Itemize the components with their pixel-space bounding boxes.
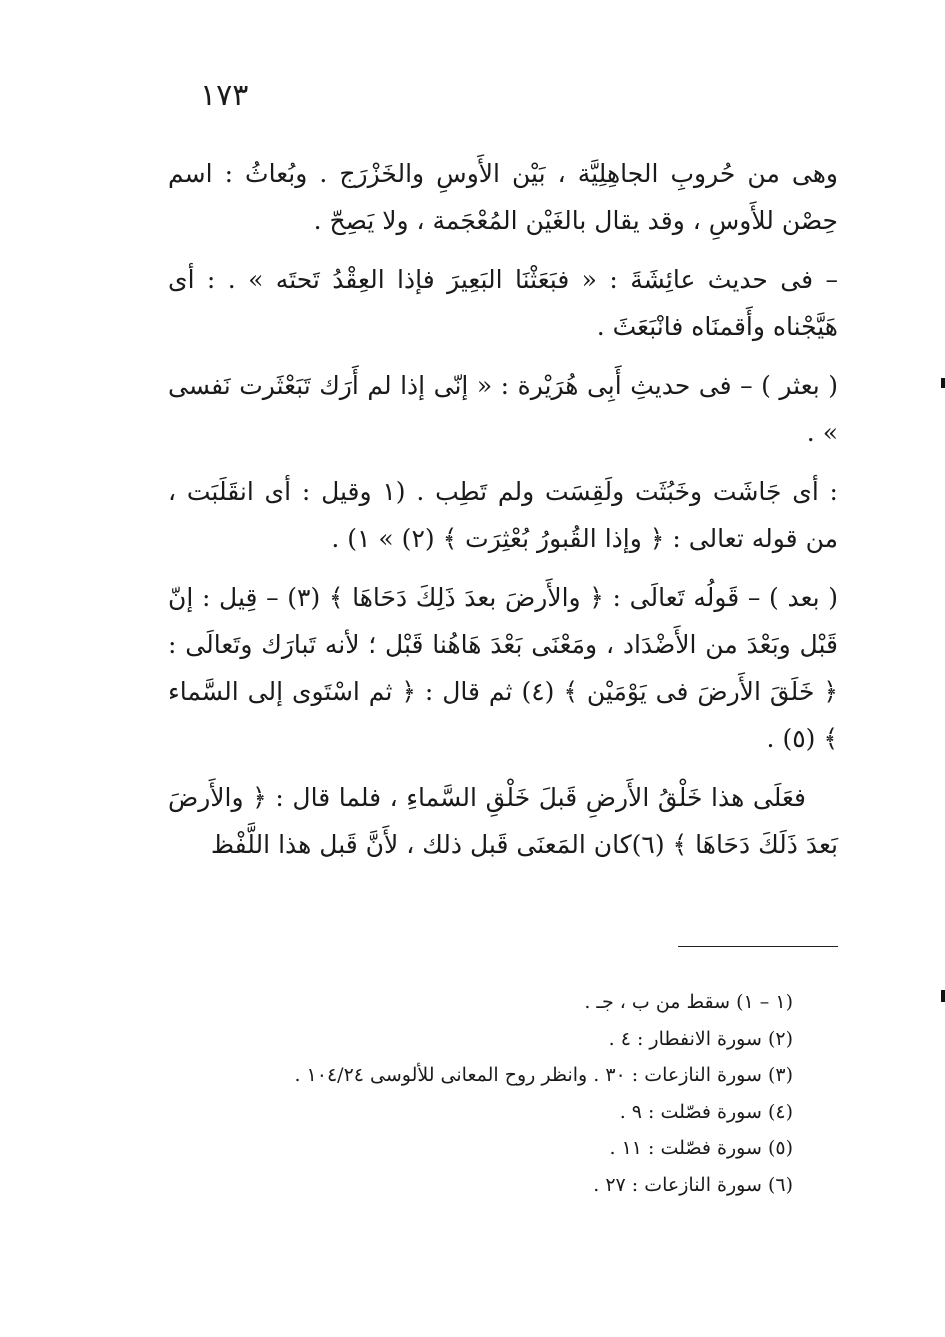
page-number: ١٧٣ xyxy=(200,78,249,113)
footnote-4: (٤) سورة فصّلت : ٩ . xyxy=(619,1100,793,1123)
footnote-divider xyxy=(678,946,838,947)
footnotes xyxy=(168,984,793,1203)
footnote-6: (٦) سورة النازعات : ٢٧ . xyxy=(593,1173,793,1196)
main-text xyxy=(168,150,838,880)
footnote-3: (٣) سورة النازعات : ٣٠ . وانظر روح المعانى للألوسى ١٠٤/٢٤ . xyxy=(294,1064,793,1086)
paragraph-bad-continuation: فعَلَى هذا خَلْقُ الأَرضِ قَبلَ خَلْقِ السَّماءِ ، فلما قال : ﴿ والأَرضَ بَعدَ ذَلَكَ دَحَاهَا ﴾ (٦)كان المَعنَى قَبل ذلك ، لأَنَّ قَبل هذا اللَّفْظ xyxy=(168,783,838,859)
paragraph-bad-entry: ( بعد ) – قَولُه تَعالَى : ﴿ والأَرضَ بعدَ ذَلِكَ دَحَاهَا ﴾ (٣) – قِيل : إنّ قَبْل وبَعْدَ من الأَضْدَاد ، ومَعْنَى بَعْدَ هَاهُنا قَبْل ؛ لأنه تَبارَك وتَعالَى : ﴿ خَلَقَ الأَرضَ فى يَوْمَيْن ﴾ (٤) ثم قال : ﴿ ثم اسْتَوى إلى السَّماء ﴾ (٥) . xyxy=(168,583,838,753)
footnote-1: (١ – ١) سقط من ب ، جـ . xyxy=(584,991,793,1013)
scan-edge-mark xyxy=(941,378,945,388)
footnote-2: (٢) سورة الانفطار : ٤ . xyxy=(608,1027,793,1050)
paragraph-buath: وهى من حُروبِ الجاهِلِيَّة ، بَيْن الأَوسِ والخَزْرَج . وبُعاثُ : اسم حِصْن للأَوسِ ، وقد يقال بالغَيْن المُعْجَمة ، ولا يَصِحّ . xyxy=(168,159,838,235)
paragraph-bathar-entry: ( بعثر ) – فى حديثِ أَبِى هُرَيْرة : « إنّى إذا لم أَرَك تَبَعْثَرت نَفسى » . xyxy=(168,371,838,447)
scan-edge-mark xyxy=(941,990,945,1002)
paragraph-bathar-meaning: : أى جَاشَت وخَبُثَت ولَقِسَت ولم تَطِب . (١ وقيل : أى انقَلَبَت ، من قوله تعالى : ﴿ وإذا القُبورُ بُعْثِرَت ﴾ (٢) » ١) . xyxy=(168,477,838,553)
footnote-5: (٥) سورة فصّلت : ١١ . xyxy=(609,1137,793,1159)
paragraph-aisha-hadith: – فى حديث عائِشَةَ : « فبَعَثْنَا البَعِيرَ فإذا العِقْدُ تَحتَه » . : أى هَيَّجْناه وأَقمنَاه فانْبَعَثَ . xyxy=(168,265,838,341)
